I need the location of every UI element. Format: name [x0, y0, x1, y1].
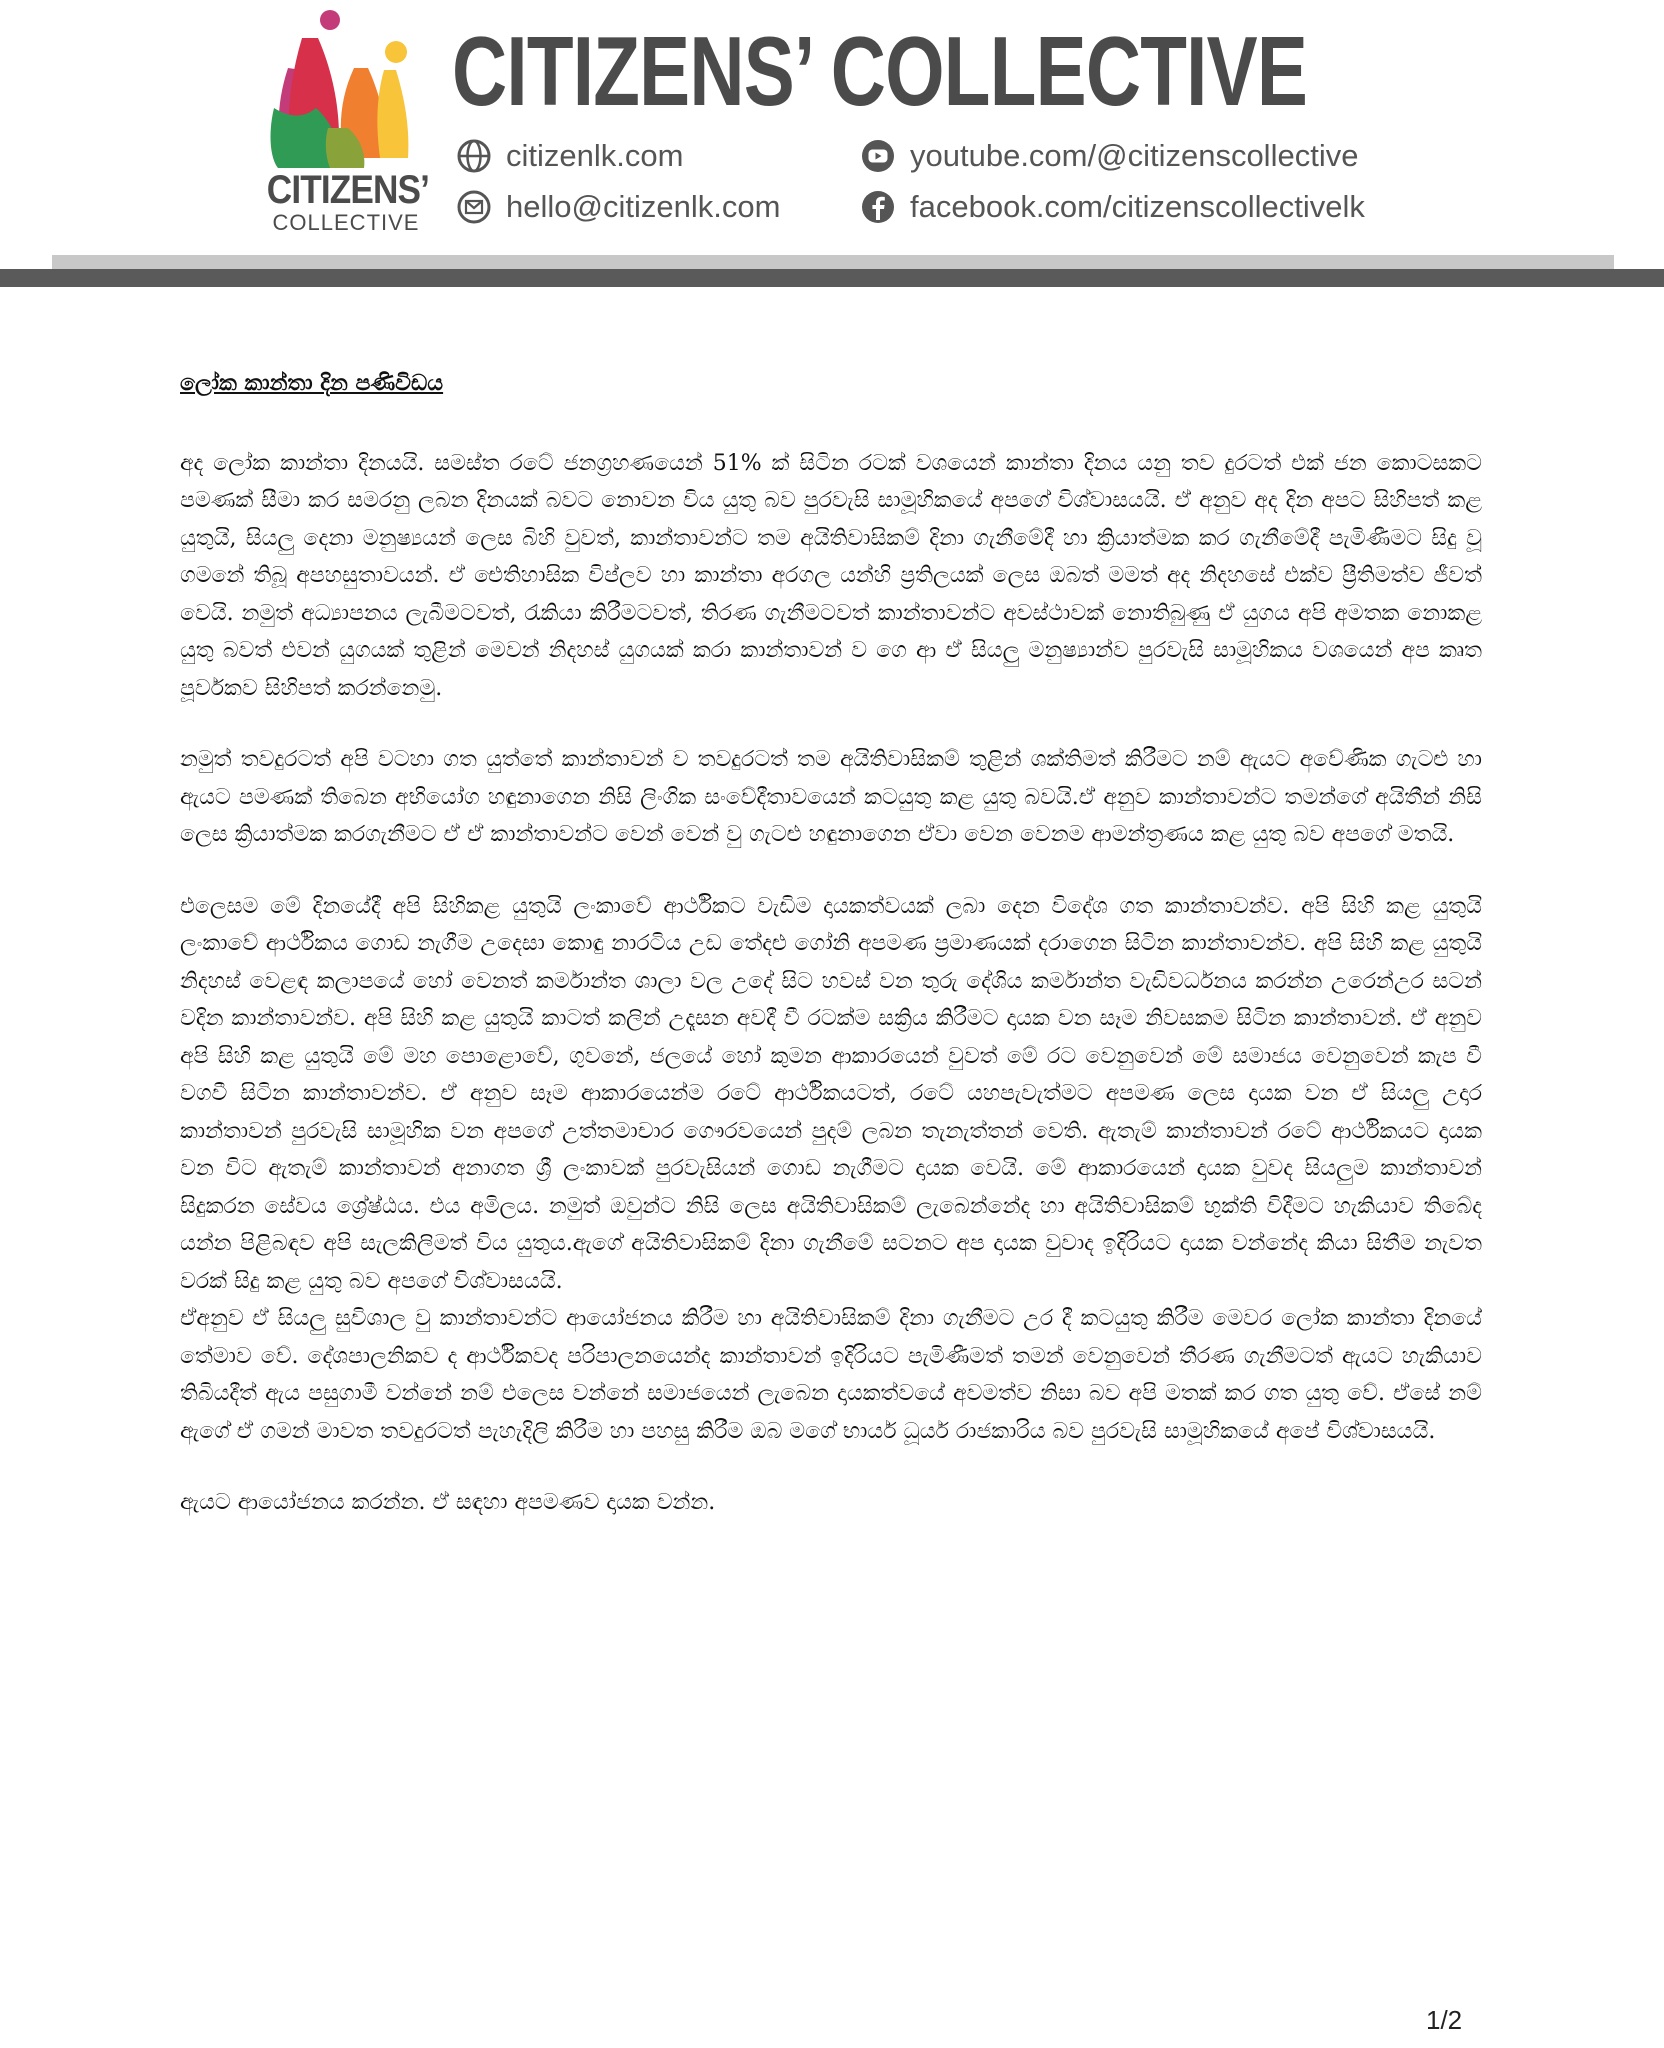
org-name: CITIZENS’ COLLECTIVE: [452, 16, 1308, 126]
youtube-link[interactable]: youtube.com/@citizenscollective: [910, 138, 1359, 173]
facebook-link[interactable]: facebook.com/citizenscollectivelk: [910, 189, 1365, 224]
logo-word-top: CITIZENS’: [266, 168, 430, 212]
paragraph: ඒඅනුව ඒ සියලු සුවිශාල වු කාන්තාවන්ට ආයෝජනය කිරීම හා අයිතිවාසිකම් දිනා ගැනීමට උර දී කටයුතු කිරීම මෙවර ලෝක කාන්තා දිනයේ තේමාව වේ. දේශපාලනිකව ද ආර්ථිකවද පරිපාලනයෙන්ද කාන්තාවන් ඉදිරියට පැමිණීමත් තමන් වෙනුවෙන් තීරණ ගැනීමටත් ඇයට හැකියාව තිබියදීත් ඇය පසුගාමී වන්නේ නම් එලෙස වන්නේ සමාජයෙන් ලැබෙන දායකත්වයේ අවමත්ව නිසා බව අපි මතක් කර ගත යුතු වේ. ඒසේ නම් ඇගේ ඒ ගමන් මාවත තවදුරටත් පැහැදිලි කිරීම හා පහසු කිරීම ඔබ මගේ භාර්ය ධූර්ය රාජකාරිය බව පුරවැසි සාමූහිකයේ අපේ විශ්වාසයයි.: [180, 1306, 1482, 1444]
email-link[interactable]: hello@citizenlk.com: [506, 189, 781, 224]
globe-icon: [456, 138, 492, 174]
page-number: 1/2: [1426, 2005, 1463, 2035]
facebook-icon: [860, 189, 896, 225]
header-divider-dark: [0, 269, 1664, 287]
facebook-contact[interactable]: [860, 189, 1365, 225]
paragraph: එලෙසම මේ දිනයේදී අපි සිහිකළ යුතුයි ලංකාවේ ආර්ථිකට වැඩිම දායකත්වයක් ලබා දෙන විදේශ ගත කාන්තාවන්ව. අපි සිහි කළ යුතුයි ලංකාවේ ආර්ථිකය ගොඩ නැගීම උදෙසා කොඳු නාරටිය උඩ තේදළු ගෝනි අපමණ ප්‍රමාණයක් දරාගෙන සිටින කාන්තාවන්ව. අපි සිහි කළ යුතුයි නිදහස් වෙළඳ කලාපයේ හෝ වෙනත් කර්මාන්ත ශාලා වල උදේ සිට හවස් වන තුරු දේශිය කර්මාන්ත වැඩිවර්ධනය කරන්න උරෙන්උර සටන් වදින කාන්තාවන්ව. අපි සිහි කළ යුතුයි කාටත් කලින් උදෑසන අවදී වී රටක්ම සක්‍රිය කිරීමට දායක වන සෑම නිවසකම සිටින කාන්තාවන්. ඒ අනුව අපි සිහි කළ යුතුයි මේ මහ පොළොවේ, ගුවනේ, ජලයේ හෝ කුමන ආකාරයෙන් වුවත් මේ රට වෙනුවෙන් මේ සමාජය වෙනුවෙන් කැප වී වගවී සිටින කාන්තාවන්ව. ඒ අනුව සෑම ආකාරයෙන්ම රටේ ආර්ථිකයටත්, රටේ යහපැවැත්මට අපමණ ලෙස දායක වන ඒ සියලු උදාර කාන්තාවන් පුරවැසි සාමූහික වන අපගේ උත්තමාචාර ගෞරවයෙන් පුදම් ලබන තැනැත්තන් වෙති. ඇතැම් කාන්තාවන් රටේ ආර්ථිකයට දායක වන විට ඇතැම් කාන්තාවන් අනාගත ශ්‍රී ලංකාවක් පුරවැසියන් ගොඩ නැගීමට දායක වෙයි. මේ ආකාරයෙන් දායක වුවද සියලුම කාන්තාවන් සිදුකරන සේවය ශ්‍රේෂ්ඨය. එය අමිලය. නමුත් ඔවුන්ට නිසි ලෙස අයිතිවාසිකම් ලැබෙන්නේද හා අයිතිවාසිකම් භුක්ති විදීමට හැකියාව තිබේද යන්න පිළිබඳව අපි සැලකිලිමත් විය යුතුය.ඇගේ අයිතිවාසිකම් දිනා ගැනීමේ සටනට අප දායක වුවාද ඉදිරියට දායක වන්නේද කියා සිතීම නැවත වරක් සිදු කළ යුතු බව අපගේ විශ්වාසයයි.: [180, 893, 1482, 1294]
paragraph: ඇයට ආයෝජනය කරන්න. ඒ සඳහා අපමණව දායක වන්න.: [180, 1490, 716, 1516]
logo-word-bottom: COLLECTIVE: [272, 210, 420, 235]
paragraph: අද ලෝක කාන්තා දිනයයි. සමස්ත රටේ ජනග්‍රහණයෙන් 51% ක් සිටින රටක් වශයෙන් කාන්තා දිනය යනු තව දුරටත් එක් ජන කොටසකට පමණක් සීමා කර සමරනු ලබන දිනයක් බවට නොවන විය යුතු බව පුරවැසි සාමූහිකයේ අපගේ විශ්වාසයයි. ඒ අනුව අද දින අපට සිහිපත් කළ යුතුයි, සියලු දෙනා මනුෂ්‍යයන් ලෙස බිහි වුවත්, කාන්තාවන්ට තම අයිතිවාසිකම් දිනා ගැනීමේදී හා ක්‍රියාත්මක කර ගැනීමේදී පැමිණීමට සිදු වූ ගමනේ තිබූ අපහසුතාවයන්. ඒ ඓතිහාසික විප්ලව හා කාන්තා අරගල යන්හි ප්‍රතිලයක් ලෙස ඔබත් මමත් අද නිදහසේ එක්ව ප්‍රීතිමත්ව ජීවත් වෙයි. නමුත් අධ්‍යාපනය ලැබීමටවත්, රැකියා කිරීමටවත්, තිරණ ගැනීමටවත් කාන්තාවන්ට අවස්ථාවක් නොතිබුණු ඒ යුගය අපි අමතක නොකළ යුතු බවත් එවන් යුගයක් තුළින් මෙවන් නිදහස් යුගයක් කරා කාන්තාවන් ව ගෙ ආ ඒ සියලු මනුෂ්‍යාන්ව පුරවැසි සාමූහිකය වශයෙන් අප කෘත පූර්වකව සිහිපත් කරන්නෙමු.: [180, 450, 1482, 701]
logo-wordmark: [256, 170, 436, 234]
mail-icon: [456, 189, 492, 225]
website-contact[interactable]: [456, 138, 683, 174]
letterhead: [0, 0, 1664, 290]
document-title: ලෝක කාන්තා දින පණිවිඩය: [180, 370, 444, 396]
paragraph: නමුත් තවදුරටත් අපි වටහා ගත යුත්තේ කාන්තාවන් ව තවදුරටත් තම අයිතිවාසිකම් තුළින් ශක්තිමත් කිරීමට නම් ඇයට අවේණික ගැටළු හා ඇයට පමණක් තිබෙන අභියෝග හඳුනාගෙන නිසි ලිංගික සංවේදීතාවයෙන් කටයුතු කළ යුතු බවයි.ඒ අනුව කාන්තාවන්ට තමන්ගේ අයිතීන් නිසි ලෙස ක්‍රියාත්මක කරගැනීමට ඒ ඒ කාන්තාවන්ට වෙන් වෙන් වු ගැටළු හඳුනාගෙන ඒවා වෙන වෙනම ආමන්ත්‍රණය කළ යුතු බව අපගේ මතයි.: [180, 747, 1482, 848]
youtube-contact[interactable]: [860, 138, 1358, 174]
youtube-icon: [860, 138, 896, 174]
website-link[interactable]: citizenlk.com: [506, 138, 684, 173]
document-body: [180, 368, 1482, 1556]
header-divider-light: [52, 255, 1614, 269]
email-contact[interactable]: [456, 189, 780, 225]
